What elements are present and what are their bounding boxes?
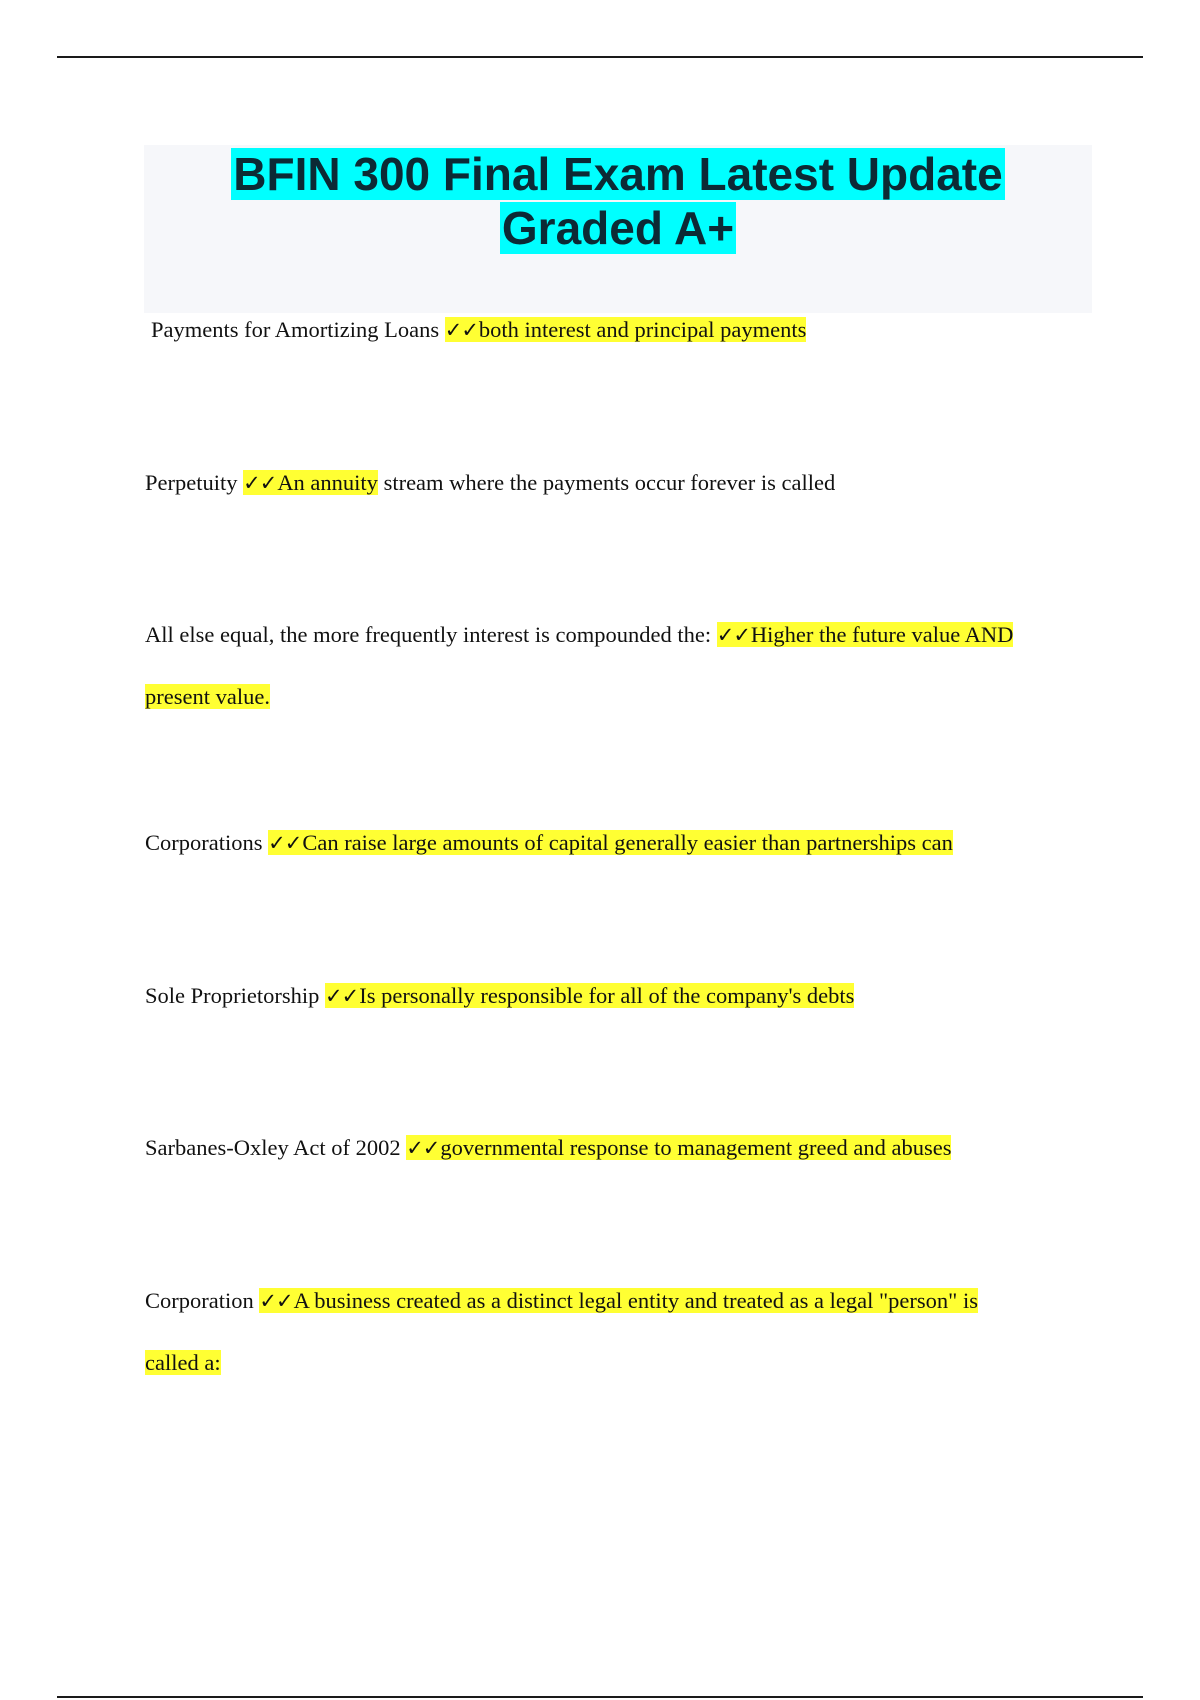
entry-term: Corporation <box>145 1288 254 1313</box>
entry-term: Corporations <box>145 830 263 855</box>
entry-term: Payments for Amortizing Loans <box>151 317 440 342</box>
entry-term: Sarbanes-Oxley Act of 2002 <box>145 1135 401 1160</box>
qa-entry <box>145 452 1095 514</box>
entry-answer: ✓✓An annuity <box>243 470 378 495</box>
document-title-line-1: BFIN 300 Final Exam Latest Update <box>233 148 1003 200</box>
entry-term: Perpetuity <box>145 470 238 495</box>
double-check-icon: ✓✓ <box>268 831 302 855</box>
entry-answer-continued: present value. <box>145 684 270 709</box>
entry-answer: ✓✓Is personally responsible for all of the company's debts <box>325 983 855 1008</box>
entry-answer: ✓✓both interest and principal payments <box>444 317 807 342</box>
qa-entry <box>145 965 1095 1027</box>
footer-rule <box>57 1696 1143 1698</box>
document-title-line-2: Graded A+ <box>501 202 735 254</box>
qa-entry <box>145 604 1095 727</box>
double-check-icon: ✓✓ <box>406 1136 440 1160</box>
entry-answer: ✓✓governmental response to management greed and abuses <box>406 1135 952 1160</box>
double-check-icon: ✓✓ <box>243 471 277 495</box>
entry-term: Sole Proprietorship <box>145 983 320 1008</box>
entry-answer: ✓✓A business created as a distinct legal entity and treated as a legal "person" is <box>259 1288 978 1313</box>
title-banner <box>144 145 1092 313</box>
qa-entry <box>151 299 1101 361</box>
header-rule <box>57 56 1143 58</box>
double-check-icon: ✓✓ <box>325 984 359 1008</box>
entry-answer: ✓✓Higher the future value AND <box>716 622 1014 647</box>
qa-entry <box>145 812 1095 874</box>
qa-entry <box>145 1117 1095 1179</box>
entry-answer-tail: stream where the payments occur forever is called <box>383 470 836 495</box>
double-check-icon: ✓✓ <box>259 1289 293 1313</box>
entry-term: All else equal, the more frequently interest is compounded the: <box>145 622 712 647</box>
double-check-icon: ✓✓ <box>444 318 478 342</box>
double-check-icon: ✓✓ <box>716 623 750 647</box>
entry-answer: ✓✓Can raise large amounts of capital generally easier than partnerships can <box>268 830 953 855</box>
qa-entry <box>145 1270 1095 1393</box>
entry-answer-continued: called a: <box>145 1350 221 1375</box>
